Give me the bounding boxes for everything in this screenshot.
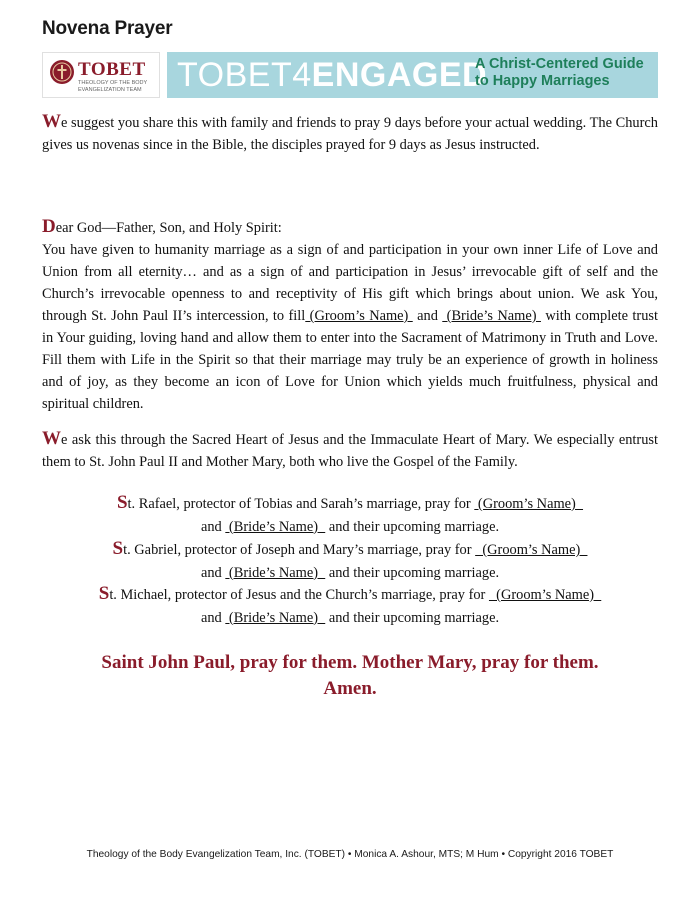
groom-name-blank: (Groom’s Name)	[305, 308, 413, 324]
saint-line-2	[42, 607, 658, 630]
tobet-seal-icon	[49, 59, 75, 85]
banner-title	[177, 55, 487, 95]
entrust-text: e ask this through the Sacred Heart of Jesus and the Immaculate Heart of Mary. We especially entrust them to St. John Paul II and Mother Mary, both who live the Gospel of the Family.	[42, 432, 658, 470]
banner-title-light: TOBET4	[177, 56, 312, 94]
intro-text: e suggest you share this with family and friends to pray 9 days before your actual wedding. The Church gives us novenas since in the Bible, the disciples prayed for 9 days as Jesus instructed.	[42, 115, 658, 153]
bride-name-blank: (Bride’s Name)	[225, 564, 326, 581]
saint-line-1	[42, 538, 658, 562]
saint-and: and	[200, 518, 226, 535]
saint-tail: and their upcoming marriage.	[325, 518, 500, 535]
logo-word: TOBET	[78, 59, 146, 80]
saint-dropcap: S	[98, 583, 110, 604]
saint-text: t. Gabriel, protector of Joseph and Mary’s marriage, pray for	[123, 542, 476, 558]
saint-tail: and their upcoming marriage.	[325, 609, 500, 626]
saint-line-1	[42, 583, 658, 607]
intro-dropcap: W	[42, 111, 61, 132]
saint-text: t. Rafael, protector of Tobias and Sarah’s marriage, pray for	[127, 496, 475, 512]
prayer-paragraph	[42, 216, 658, 415]
saint-line-2	[42, 516, 658, 539]
prayer-and: and	[412, 308, 443, 324]
entrust-paragraph	[42, 428, 658, 473]
banner-title-bold: ENGAGED	[311, 56, 488, 94]
tobet-logo	[42, 52, 160, 98]
groom-name-blank: (Groom’s Name)	[488, 587, 602, 603]
saint-and: and	[200, 609, 226, 626]
groom-name-blank: (Groom’s Name)	[475, 542, 588, 558]
bride-name-blank: (Bride’s Name)	[442, 308, 541, 324]
saint-rafael-invocation	[42, 492, 658, 538]
prayer-body-1: You have given to humanity marriage as a sign of and participation in your own inner Life of Love and Union from all eternity… and as a sign of and participation in Jesus’ irrevocable gift of self and the Church’s irrevocable openness to and receptivity of His gift which brings about union. We ask You, through St. John Paul II’s intercession, to fill	[42, 242, 658, 324]
prayer-body	[42, 239, 658, 415]
closing-line-1: Saint John Paul, pray for them. Mother Mary, pray for them.	[101, 652, 599, 673]
saint-dropcap: S	[116, 492, 128, 513]
tobet4engaged-banner	[167, 52, 658, 98]
groom-name-blank: (Groom’s Name)	[474, 496, 584, 512]
saint-line-2	[42, 562, 658, 585]
prayer-body-2: with complete trust in Your guiding, loving hand and allow them to enter into the Sacrament of Matrimony in Truth and Love. Fill them with Life in the Spirit so that their marriage may truly be an experience of growth in holiness and of joy, as they become an icon of Love for Union which yields much fruitfulness, physical and spiritual children.	[42, 308, 658, 412]
prayer-greeting	[42, 216, 658, 239]
closing-amen: Amen.	[323, 678, 377, 699]
saint-and: and	[200, 564, 226, 581]
saint-text: t. Michael, protector of Jesus and the Church’s marriage, pray for	[109, 587, 489, 603]
footer-copyright: Theology of the Body Evangelization Team, Inc. (TOBET) • Monica A. Ashour, MTS; M Hum • Copyright 2016 TOBET	[86, 849, 614, 860]
prayer-greeting-text: ear God—Father, Son, and Holy Spirit:	[55, 220, 282, 236]
saint-tail: and their upcoming marriage.	[325, 564, 500, 581]
closing-prayer	[42, 650, 658, 702]
banner-tagline: A Christ-Centered Guide to Happy Marriages	[475, 56, 644, 89]
intro-paragraph	[42, 111, 658, 156]
entrust-dropcap: W	[42, 428, 61, 449]
bride-name-blank: (Bride’s Name)	[225, 518, 326, 535]
logo-subtitle: THEOLOGY OF THE BODY EVANGELIZATION TEAM	[78, 80, 148, 93]
prayer-dropcap: D	[42, 216, 56, 237]
saint-gabriel-invocation	[42, 538, 658, 584]
saint-line-1	[42, 492, 658, 516]
saint-michael-invocation	[42, 583, 658, 629]
bride-name-blank: (Bride’s Name)	[225, 609, 326, 626]
saint-dropcap: S	[112, 538, 124, 559]
page-title: Novena Prayer	[42, 18, 173, 39]
